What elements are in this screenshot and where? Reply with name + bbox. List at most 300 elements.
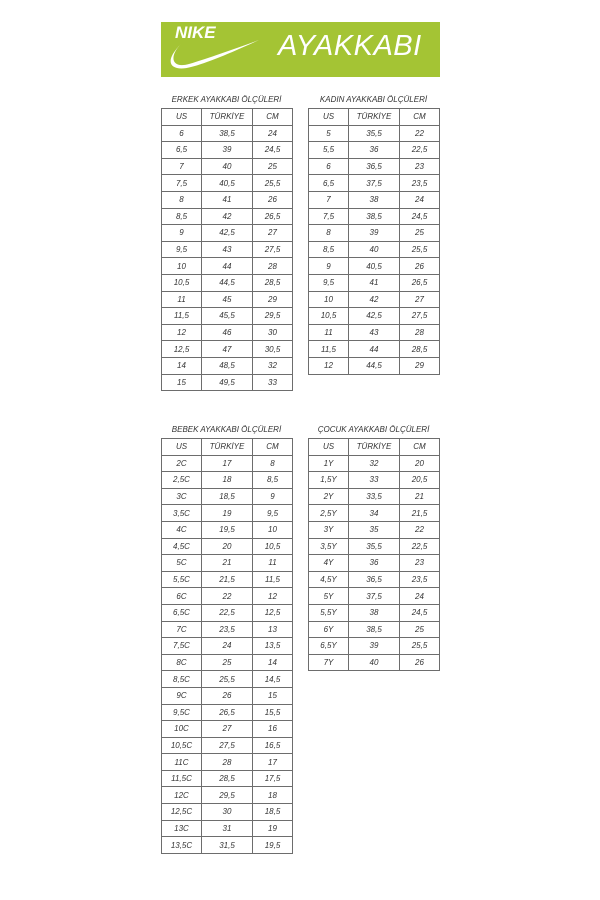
table-row <box>162 521 293 538</box>
table-cell: 6,5 <box>162 142 202 159</box>
table-row <box>309 472 440 489</box>
table-cell: 11 <box>162 291 202 308</box>
table-cell: 8 <box>162 191 202 208</box>
table-cell: 22 <box>400 125 440 142</box>
table-cell: 38,5 <box>349 208 400 225</box>
table-cell: 35 <box>349 521 400 538</box>
table-row <box>309 175 440 192</box>
table-cell: 10 <box>162 258 202 275</box>
column-header: CM <box>253 109 293 126</box>
table-row <box>309 604 440 621</box>
table-cell: 28 <box>202 754 253 771</box>
table-cell: 9 <box>162 225 202 242</box>
column-header: TÜRKİYE <box>202 109 253 126</box>
table-cell: 19 <box>253 820 293 837</box>
table-cell: 48,5 <box>202 357 253 374</box>
table-cell: 25,5 <box>400 638 440 655</box>
table-row <box>309 308 440 325</box>
table-cell: 4,5Y <box>309 571 349 588</box>
table-row <box>162 621 293 638</box>
table-cell: 9,5C <box>162 704 202 721</box>
table-row <box>162 804 293 821</box>
table-row <box>309 241 440 258</box>
table-cell: 22,5 <box>202 604 253 621</box>
table-cell: 14 <box>253 654 293 671</box>
table-cell: 49,5 <box>202 374 253 391</box>
table-row <box>162 538 293 555</box>
table-row <box>309 555 440 572</box>
table-cell: 41 <box>349 274 400 291</box>
table-cell: 19 <box>202 505 253 522</box>
table-row <box>162 505 293 522</box>
column-header: US <box>309 439 349 456</box>
table-row <box>309 341 440 358</box>
table-cell: 30 <box>202 804 253 821</box>
table-cell: 43 <box>202 241 253 258</box>
table-cell: 15 <box>253 687 293 704</box>
table-row <box>162 241 293 258</box>
table-cell: 19,5 <box>202 521 253 538</box>
table-header-row <box>309 439 440 456</box>
table-row <box>309 654 440 671</box>
table-row <box>309 488 440 505</box>
table-cell: 9 <box>253 488 293 505</box>
table-cell: 5 <box>309 125 349 142</box>
table-row <box>162 488 293 505</box>
table-cell: 21 <box>202 555 253 572</box>
table-cell: 17 <box>202 455 253 472</box>
table-cell: 3Y <box>309 521 349 538</box>
table-cell: 26 <box>400 654 440 671</box>
table-cell: 35,5 <box>349 538 400 555</box>
table-cell: 25 <box>400 621 440 638</box>
table-cell: 36 <box>349 555 400 572</box>
table-cell: 14 <box>162 357 202 374</box>
table-row <box>162 654 293 671</box>
table-cell: 31 <box>202 820 253 837</box>
table-cell: 11,5 <box>162 308 202 325</box>
table-cell: 5C <box>162 555 202 572</box>
table-cell: 33 <box>349 472 400 489</box>
table-cell: 18,5 <box>202 488 253 505</box>
table-cell: 26 <box>202 687 253 704</box>
table-cell: 8 <box>253 455 293 472</box>
table-cell: 23,5 <box>202 621 253 638</box>
table-cell: 44,5 <box>349 357 400 374</box>
table-cell: 21,5 <box>202 571 253 588</box>
table-cell: 18,5 <box>253 804 293 821</box>
table-cell: 27,5 <box>400 308 440 325</box>
table-cell: 43 <box>349 324 400 341</box>
women-size-title: KADIN AYAKKABI ÖLÇÜLERİ <box>319 95 428 104</box>
table-cell: 45,5 <box>202 308 253 325</box>
table-cell: 21 <box>400 488 440 505</box>
table-row <box>162 258 293 275</box>
table-header-row <box>162 109 293 126</box>
table-cell: 10,5 <box>309 308 349 325</box>
table-row <box>162 571 293 588</box>
table-cell: 13,5C <box>162 837 202 854</box>
men-size-section <box>161 94 292 391</box>
table-cell: 2C <box>162 455 202 472</box>
table-cell: 23 <box>400 555 440 572</box>
table-row <box>162 357 293 374</box>
baby-size-title: BEBEK AYAKKABI ÖLÇÜLERİ <box>171 425 282 434</box>
table-cell: 29 <box>253 291 293 308</box>
women-size-table <box>308 108 440 375</box>
column-header: CM <box>400 439 440 456</box>
table-cell: 28,5 <box>253 274 293 291</box>
table-cell: 25 <box>400 225 440 242</box>
table-cell: 30 <box>253 324 293 341</box>
table-cell: 33,5 <box>349 488 400 505</box>
table-row <box>162 341 293 358</box>
table-cell: 10 <box>253 521 293 538</box>
table-cell: 42,5 <box>202 225 253 242</box>
table-cell: 40,5 <box>202 175 253 192</box>
table-cell: 16 <box>253 721 293 738</box>
table-cell: 29,5 <box>253 308 293 325</box>
table-cell: 21,5 <box>400 505 440 522</box>
table-cell: 18 <box>202 472 253 489</box>
table-row <box>309 505 440 522</box>
kids-size-table <box>308 438 440 671</box>
table-cell: 40 <box>349 241 400 258</box>
table-row <box>309 158 440 175</box>
table-cell: 40 <box>349 654 400 671</box>
table-cell: 25,5 <box>202 671 253 688</box>
table-cell: 15 <box>162 374 202 391</box>
table-cell: 30,5 <box>253 341 293 358</box>
table-cell: 5,5C <box>162 571 202 588</box>
table-row <box>162 274 293 291</box>
table-row <box>309 208 440 225</box>
table-row <box>162 588 293 605</box>
table-row <box>162 125 293 142</box>
table-cell: 40 <box>202 158 253 175</box>
table-cell: 32 <box>349 455 400 472</box>
table-cell: 11 <box>309 324 349 341</box>
table-cell: 4,5C <box>162 538 202 555</box>
table-cell: 27 <box>202 721 253 738</box>
table-cell: 44 <box>202 258 253 275</box>
table-cell: 19,5 <box>253 837 293 854</box>
table-cell: 16,5 <box>253 737 293 754</box>
women-size-section <box>308 94 439 375</box>
table-cell: 9 <box>309 258 349 275</box>
table-cell: 24 <box>400 588 440 605</box>
table-cell: 38,5 <box>202 125 253 142</box>
table-header-row <box>162 439 293 456</box>
table-row <box>162 770 293 787</box>
table-cell: 29,5 <box>202 787 253 804</box>
table-cell: 2Y <box>309 488 349 505</box>
table-cell: 12,5C <box>162 804 202 821</box>
table-cell: 8,5 <box>162 208 202 225</box>
table-row <box>309 538 440 555</box>
table-cell: 44 <box>349 341 400 358</box>
table-cell: 9C <box>162 687 202 704</box>
table-row <box>309 225 440 242</box>
table-row <box>309 357 440 374</box>
table-cell: 11 <box>253 555 293 572</box>
table-cell: 46 <box>202 324 253 341</box>
table-cell: 23 <box>400 158 440 175</box>
brand-logo-text: NIKE <box>175 23 216 42</box>
table-row <box>309 142 440 159</box>
table-cell: 28 <box>253 258 293 275</box>
table-cell: 39 <box>202 142 253 159</box>
table-cell: 44,5 <box>202 274 253 291</box>
table-cell: 24 <box>400 191 440 208</box>
table-cell: 6,5C <box>162 604 202 621</box>
table-cell: 33 <box>253 374 293 391</box>
table-cell: 20 <box>202 538 253 555</box>
table-cell: 28 <box>400 324 440 341</box>
table-row <box>162 604 293 621</box>
column-header: CM <box>253 439 293 456</box>
table-row <box>162 754 293 771</box>
table-cell: 18 <box>253 787 293 804</box>
table-row <box>309 521 440 538</box>
table-cell: 37,5 <box>349 175 400 192</box>
table-row <box>162 704 293 721</box>
baby-size-table <box>161 438 293 854</box>
table-row <box>162 225 293 242</box>
table-cell: 8 <box>309 225 349 242</box>
table-cell: 8,5 <box>309 241 349 258</box>
table-row <box>162 175 293 192</box>
table-cell: 13,5 <box>253 638 293 655</box>
table-cell: 15,5 <box>253 704 293 721</box>
table-row <box>162 837 293 854</box>
table-row <box>162 555 293 572</box>
table-cell: 27 <box>400 291 440 308</box>
kids-size-section <box>308 424 439 671</box>
table-cell: 47 <box>202 341 253 358</box>
table-row <box>309 455 440 472</box>
kids-size-title: ÇOCUK AYAKKABI ÖLÇÜLERİ <box>317 425 430 434</box>
table-cell: 5,5 <box>309 142 349 159</box>
table-cell: 24 <box>202 638 253 655</box>
table-row <box>162 638 293 655</box>
table-cell: 28,5 <box>202 770 253 787</box>
table-cell: 10C <box>162 721 202 738</box>
table-row <box>309 291 440 308</box>
table-row <box>162 820 293 837</box>
table-cell: 45 <box>202 291 253 308</box>
table-cell: 39 <box>349 225 400 242</box>
table-cell: 13 <box>253 621 293 638</box>
table-row <box>309 191 440 208</box>
table-cell: 42,5 <box>349 308 400 325</box>
table-row <box>309 274 440 291</box>
table-cell: 26 <box>253 191 293 208</box>
table-cell: 2,5C <box>162 472 202 489</box>
table-cell: 1,5Y <box>309 472 349 489</box>
table-cell: 40,5 <box>349 258 400 275</box>
table-cell: 13C <box>162 820 202 837</box>
table-cell: 7,5 <box>309 208 349 225</box>
table-cell: 10 <box>309 291 349 308</box>
table-cell: 23,5 <box>400 571 440 588</box>
table-header-row <box>309 109 440 126</box>
table-cell: 7C <box>162 621 202 638</box>
table-cell: 12 <box>253 588 293 605</box>
table-cell: 27 <box>253 225 293 242</box>
table-cell: 26,5 <box>202 704 253 721</box>
table-cell: 12 <box>162 324 202 341</box>
table-cell: 7,5C <box>162 638 202 655</box>
table-cell: 4Y <box>309 555 349 572</box>
swoosh-icon <box>167 36 263 72</box>
table-cell: 41 <box>202 191 253 208</box>
table-cell: 12,5 <box>162 341 202 358</box>
table-cell: 2,5Y <box>309 505 349 522</box>
table-cell: 22,5 <box>400 142 440 159</box>
table-cell: 38 <box>349 191 400 208</box>
table-cell: 12C <box>162 787 202 804</box>
table-cell: 1Y <box>309 455 349 472</box>
column-header: TÜRKİYE <box>202 439 253 456</box>
table-row <box>309 258 440 275</box>
table-cell: 23,5 <box>400 175 440 192</box>
table-row <box>162 158 293 175</box>
table-cell: 5Y <box>309 588 349 605</box>
table-row <box>162 324 293 341</box>
table-cell: 12 <box>309 357 349 374</box>
table-cell: 24 <box>253 125 293 142</box>
table-cell: 24,5 <box>400 208 440 225</box>
table-cell: 17 <box>253 754 293 771</box>
table-cell: 6Y <box>309 621 349 638</box>
table-cell: 36 <box>349 142 400 159</box>
column-header: CM <box>400 109 440 126</box>
column-header: US <box>309 109 349 126</box>
table-cell: 35,5 <box>349 125 400 142</box>
table-cell: 8,5C <box>162 671 202 688</box>
men-size-title: ERKEK AYAKKABI ÖLÇÜLERİ <box>171 95 282 104</box>
table-cell: 3,5Y <box>309 538 349 555</box>
table-cell: 37,5 <box>349 588 400 605</box>
table-cell: 10,5 <box>253 538 293 555</box>
table-cell: 8C <box>162 654 202 671</box>
table-row <box>309 571 440 588</box>
table-cell: 24,5 <box>400 604 440 621</box>
table-cell: 10,5 <box>162 274 202 291</box>
table-cell: 9,5 <box>309 274 349 291</box>
table-cell: 36,5 <box>349 571 400 588</box>
table-cell: 42 <box>349 291 400 308</box>
table-cell: 7 <box>309 191 349 208</box>
column-header: TÜRKİYE <box>349 109 400 126</box>
table-row <box>162 721 293 738</box>
brand-banner <box>161 22 440 77</box>
table-cell: 42 <box>202 208 253 225</box>
table-row <box>162 374 293 391</box>
table-cell: 26,5 <box>253 208 293 225</box>
table-cell: 6 <box>309 158 349 175</box>
table-cell: 12,5 <box>253 604 293 621</box>
table-cell: 7,5 <box>162 175 202 192</box>
table-row <box>162 291 293 308</box>
table-cell: 4C <box>162 521 202 538</box>
column-header: US <box>162 439 202 456</box>
table-cell: 11C <box>162 754 202 771</box>
table-row <box>309 638 440 655</box>
table-cell: 17,5 <box>253 770 293 787</box>
table-cell: 25,5 <box>400 241 440 258</box>
table-row <box>162 687 293 704</box>
table-cell: 14,5 <box>253 671 293 688</box>
table-cell: 28,5 <box>400 341 440 358</box>
table-cell: 22,5 <box>400 538 440 555</box>
table-cell: 39 <box>349 638 400 655</box>
table-cell: 38 <box>349 604 400 621</box>
table-row <box>162 308 293 325</box>
table-cell: 11,5 <box>253 571 293 588</box>
table-cell: 6 <box>162 125 202 142</box>
table-cell: 25,5 <box>253 175 293 192</box>
table-cell: 3,5C <box>162 505 202 522</box>
table-row <box>162 142 293 159</box>
column-header: TÜRKİYE <box>349 439 400 456</box>
table-cell: 27,5 <box>202 737 253 754</box>
table-row <box>309 588 440 605</box>
table-cell: 34 <box>349 505 400 522</box>
banner-title: AYAKKABI <box>278 30 422 62</box>
table-cell: 29 <box>400 357 440 374</box>
table-cell: 32 <box>253 357 293 374</box>
table-cell: 7Y <box>309 654 349 671</box>
table-row <box>162 737 293 754</box>
men-size-table <box>161 108 293 391</box>
table-cell: 25 <box>202 654 253 671</box>
table-row <box>162 208 293 225</box>
baby-size-section <box>161 424 292 854</box>
table-row <box>162 472 293 489</box>
table-cell: 22 <box>400 521 440 538</box>
table-cell: 9,5 <box>253 505 293 522</box>
table-cell: 3C <box>162 488 202 505</box>
table-cell: 31,5 <box>202 837 253 854</box>
table-cell: 38,5 <box>349 621 400 638</box>
table-cell: 10,5C <box>162 737 202 754</box>
table-cell: 25 <box>253 158 293 175</box>
table-cell: 26 <box>400 258 440 275</box>
table-row <box>162 191 293 208</box>
table-row <box>162 671 293 688</box>
table-cell: 20,5 <box>400 472 440 489</box>
table-cell: 6C <box>162 588 202 605</box>
table-cell: 6,5 <box>309 175 349 192</box>
table-cell: 8,5 <box>253 472 293 489</box>
table-cell: 7 <box>162 158 202 175</box>
table-row <box>309 125 440 142</box>
table-row <box>162 455 293 472</box>
table-cell: 26,5 <box>400 274 440 291</box>
table-cell: 22 <box>202 588 253 605</box>
table-cell: 36,5 <box>349 158 400 175</box>
table-row <box>309 621 440 638</box>
table-cell: 5,5Y <box>309 604 349 621</box>
column-header: US <box>162 109 202 126</box>
table-cell: 24,5 <box>253 142 293 159</box>
table-row <box>309 324 440 341</box>
table-cell: 27,5 <box>253 241 293 258</box>
table-cell: 9,5 <box>162 241 202 258</box>
table-cell: 20 <box>400 455 440 472</box>
